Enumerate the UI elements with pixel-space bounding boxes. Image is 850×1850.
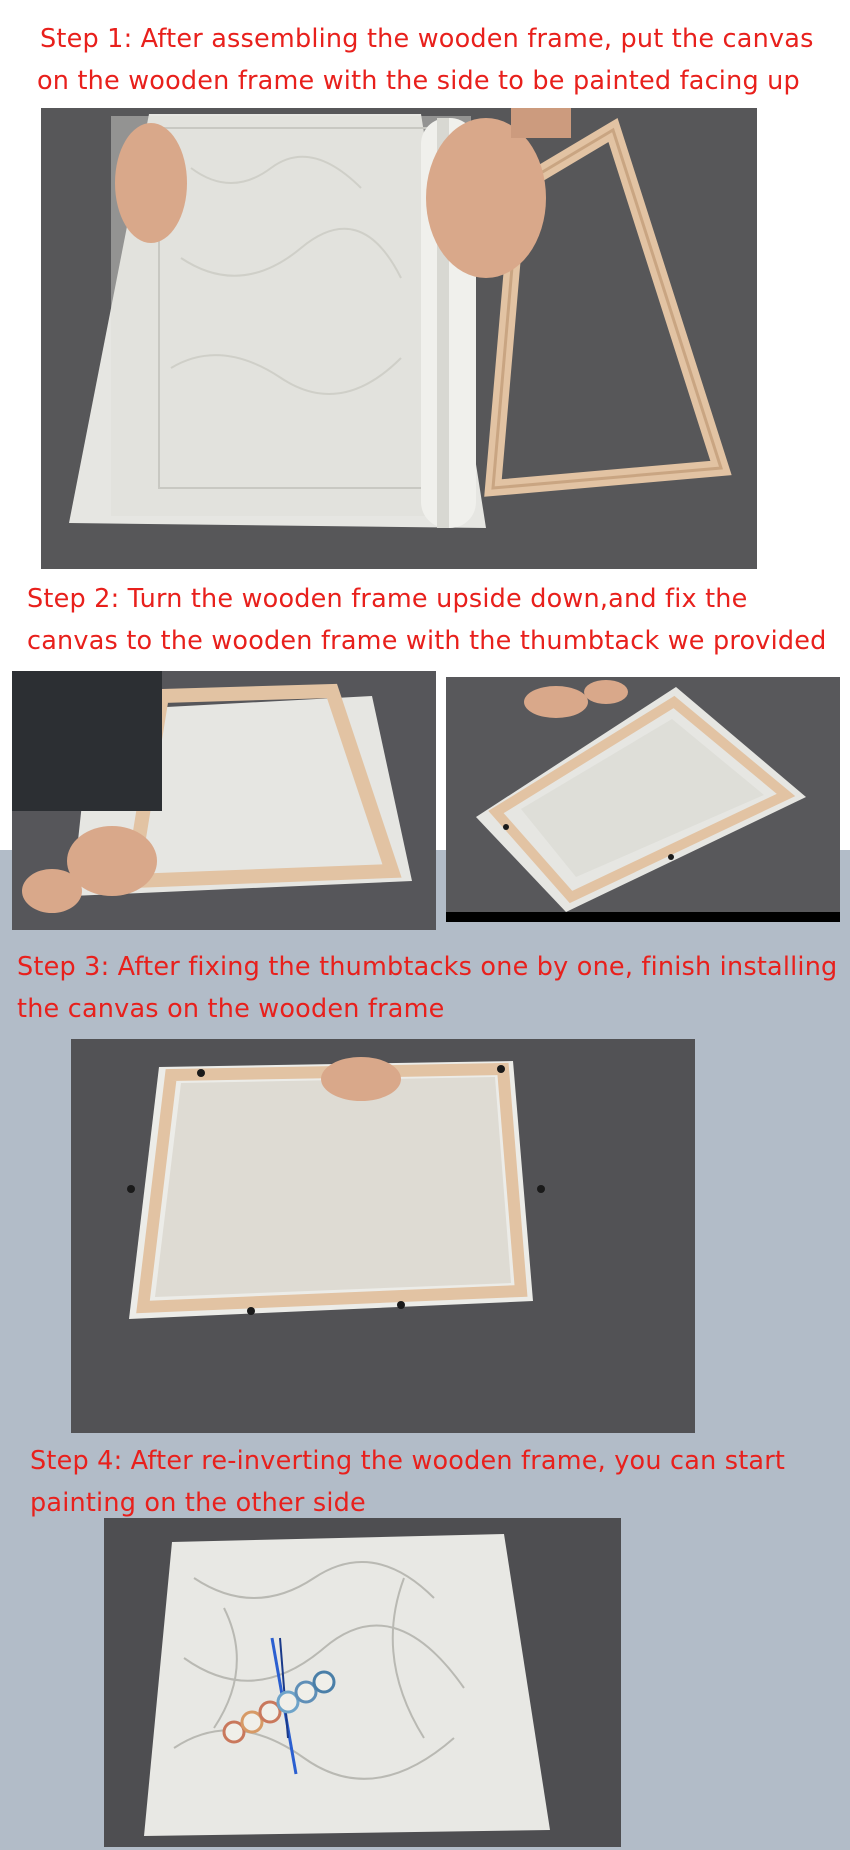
fixing-canvas-photo [12,671,436,930]
step-1-caption-line-2: on the wooden frame with the side to be painted facing up [37,66,800,96]
step-3-caption-line-1: Step 3: After fixing the thumbtacks one by one, finish installing [17,952,838,982]
step-3-caption-line-2: the canvas on the wooden frame [17,994,445,1024]
step-4-caption-line-2: painting on the other side [30,1488,366,1518]
step-4-caption-line-1: Step 4: After re-inverting the wooden frame, you can start [30,1446,786,1476]
canvas-on-frame-photo [41,108,757,569]
installed-canvas-photo [71,1039,695,1433]
step-2-caption-line-1: Step 2: Turn the wooden frame upside down,and fix the [27,584,748,614]
frame-upside-down-photo [446,677,840,922]
step-1-caption-line-1: Step 1: After assembling the wooden frame, put the canvas [40,24,814,54]
step-2-caption-line-2: canvas to the wooden frame with the thumbtack we provided [27,626,827,656]
finished-canvas-photo [104,1518,621,1847]
